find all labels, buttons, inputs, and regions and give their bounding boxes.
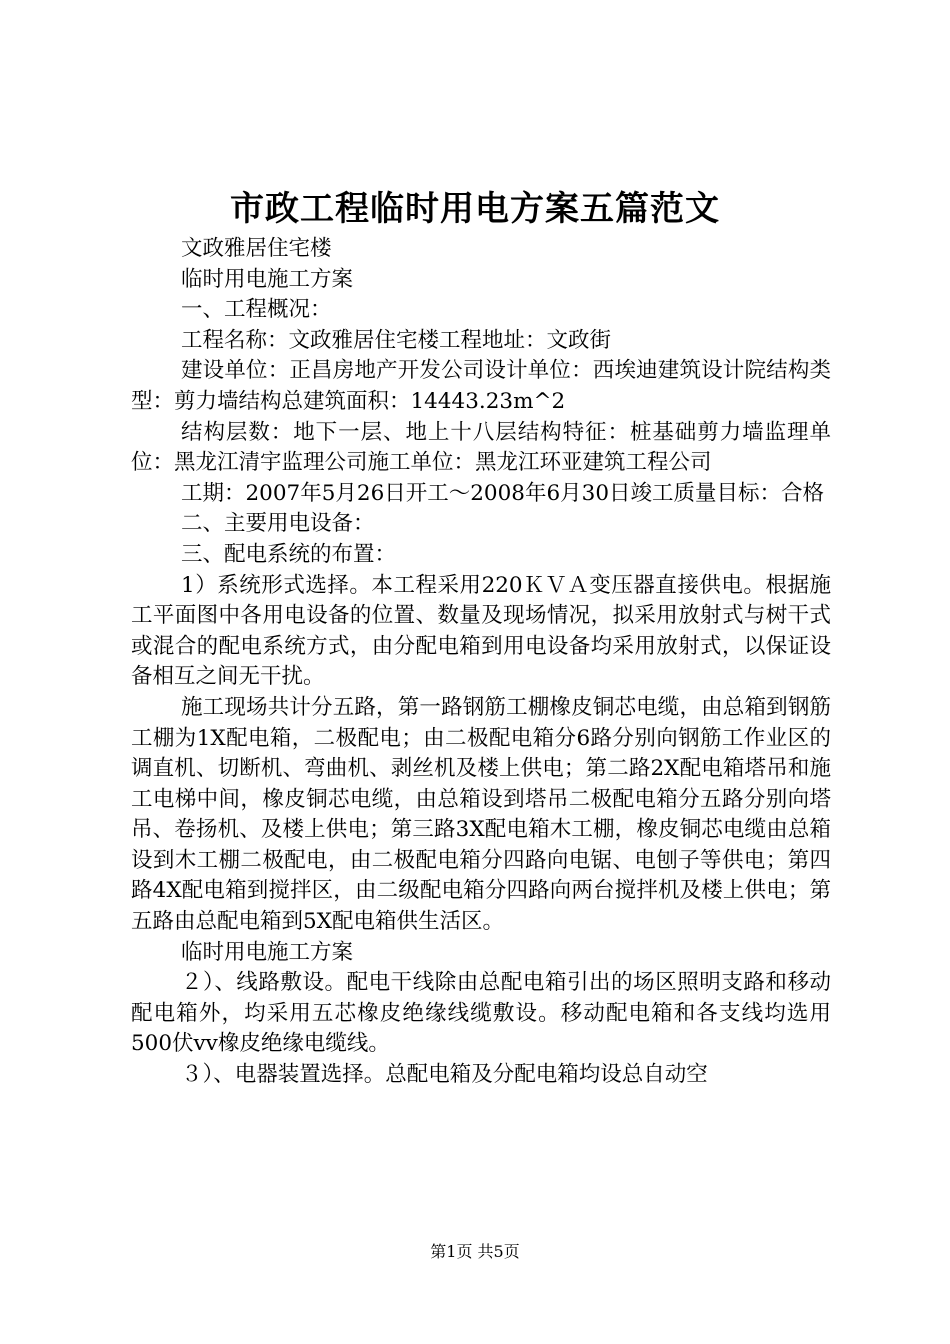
section-heading-overview: 一、工程概况： xyxy=(181,297,332,323)
document-body xyxy=(131,234,831,1091)
paragraph-project-name: 工程名称：文政雅居住宅楼工程地址：文政街 xyxy=(181,327,612,353)
paragraph-electrical-devices: ３）、电器装置选择。总配电箱及分配电箱均设总自动空 xyxy=(181,1062,708,1088)
section-heading-distribution: 三、配电系统的布置： xyxy=(181,541,397,567)
paragraph-line-laying: ２）、线路敷设。配电干线除由总配电箱引出的场区照明支路和移动配电箱外，均采用五芯橡皮绝缘线缆敷设。移动配电箱和各支线均选用500伏vv橡皮绝缘电缆线。 xyxy=(131,970,831,1057)
paragraph-system-selection: 1）系统形式选择。本工程采用220ＫＶＡ变压器直接供电。根据施工平面图中各用电设备的位置、数量及现场情况，拟采用放射式与树干式或混合的配电系统方式，由分配电箱到用电设备均采用放射式，以保证设备相互之间无干扰。 xyxy=(131,572,831,690)
page-footer: 第1页 共5页 xyxy=(430,1242,520,1261)
section-heading-equipment: 二、主要用电设备： xyxy=(181,511,375,537)
paragraph-construction-unit: 建设单位：正昌房地产开发公司设计单位：西埃迪建筑设计院结构类型：剪力墙结构总建筑面积：14443.23m^2 xyxy=(131,358,831,414)
document-title: 市政工程临时用电方案五篇范文 xyxy=(230,189,720,229)
paragraph-five-circuits: 施工现场共计分五路，第一路钢筋工棚橡皮铜芯电缆，由总箱到钢筋工棚为1X配电箱，二极配电；由二极配电箱分6路分别向钢筋工作业区的调直机、切断机、弯曲机、剥丝机及楼上供电；第二路2X配电箱塔吊和施工电梯中间，橡皮铜芯电缆，由总箱设到塔吊二极配电箱分五路分别向塔吊、卷扬机、及楼上供电；第三路3X配电箱木工棚，橡皮铜芯电缆由总箱设到木工棚二极配电，由二极配电箱分四路向电锯、电刨子等供电；第四路4X配电箱到搅拌区，由二级配电箱分四路向两台搅拌机及楼上供电；第五路由总配电箱到5X配电箱供生活区。 xyxy=(131,694,831,935)
paragraph-plan-title: 临时用电施工方案 xyxy=(181,266,354,292)
paragraph-plan-title-repeat: 临时用电施工方案 xyxy=(181,939,354,965)
paragraph-schedule: 工期：2007年5月26日开工～2008年6月30日竣工质量目标：合格 xyxy=(181,480,825,506)
paragraph-building-name: 文政雅居住宅楼 xyxy=(181,236,332,261)
paragraph-structure-floors: 结构层数：地下一层、地上十八层结构特征：桩基础剪力墙监理单位：黑龙江清宇监理公司施工单位：黑龙江环亚建筑工程公司 xyxy=(131,419,831,476)
